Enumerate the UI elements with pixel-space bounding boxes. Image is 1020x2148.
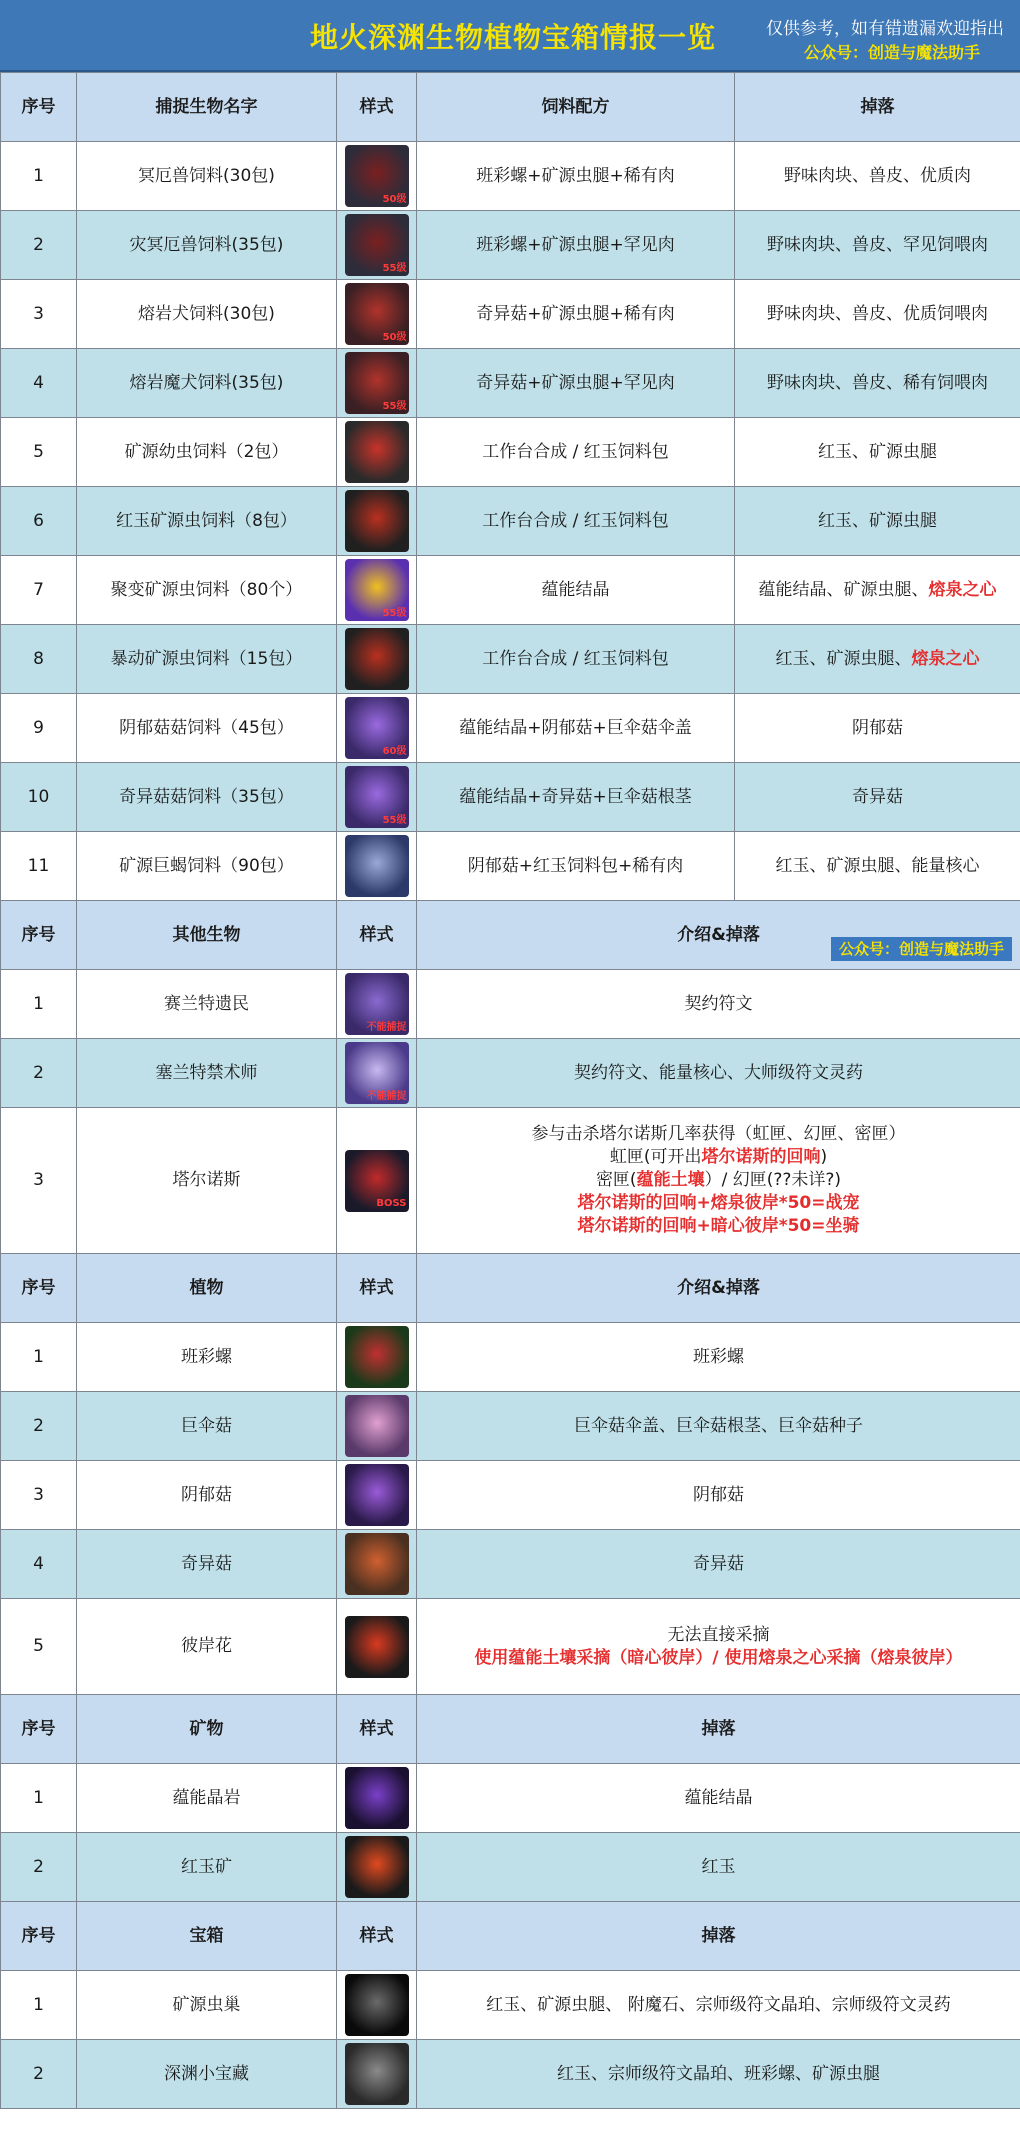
info-text: 无法直接采摘 [667,1624,770,1645]
info-cell: 奇异菇 [417,1530,1020,1599]
thumbnail-cell [337,1764,417,1833]
column-header: 样式 [337,73,417,142]
thumbnail-cell [337,211,417,280]
column-header: 掉落 [417,1902,1020,1971]
creature-name: 矿源幼虫饲料（2包） [77,418,337,487]
disclaimer-note: 仅供参考，如有错遗漏欢迎指出 [766,19,1004,39]
thumbnail-cell [337,1971,417,2040]
thumbnail-cell [337,1108,417,1254]
dog-icon [345,283,409,345]
feed-recipe: 班彩螺+矿源虫腿+罕见肉 [417,211,735,280]
mushroom-icon [345,697,409,759]
creature-name: 阴郁菇菇饲料（45包） [77,694,337,763]
info-line [417,1215,1020,1238]
banner [0,0,1020,72]
level-badge: 不能捕捉 [366,1021,407,1033]
account-label: 公众号：创造与魔法助手 [803,43,980,62]
column-header: 介绍&掉落 公众号：创造与魔法助手 [417,901,1020,970]
info-cell: 契约符文 [417,970,1020,1039]
thumbnail-cell [337,832,417,901]
feed-recipe: 班彩螺+矿源虫腿+稀有肉 [417,142,735,211]
info-text: 参与击杀塔尔诺斯几率获得（虹匣、幻匣、密匣） [531,1124,906,1145]
drop-text: 蕴能结晶、矿源虫腿、 [758,579,929,600]
row-number: 4 [1,349,77,418]
thumbnail-cell [337,625,417,694]
column-header: 序号 [1,73,77,142]
drop-cell: 红玉、矿源虫腿、能量核心 [735,832,1020,901]
row-number: 10 [1,763,77,832]
creatures-header-row [1,73,1020,142]
table-row [1,1833,1020,1902]
larva-icon [345,421,409,483]
column-header: 掉落 [735,73,1020,142]
creature-name: 熔岩魔犬饲料(35包) [77,349,337,418]
table-row [1,1764,1020,1833]
thumbnail-cell [337,2040,417,2109]
beast-icon [345,145,409,207]
thumbnail-cell [337,1530,417,1599]
row-number: 3 [1,1461,77,1530]
beast-icon [345,214,409,276]
creature-name: 塞兰特禁术师 [77,1039,337,1108]
level-badge: 55级 [382,814,407,826]
level-badge: 50级 [382,331,407,343]
column-header: 样式 [337,1695,417,1764]
table-row [1,1392,1020,1461]
thumbnail-cell [337,763,417,832]
snail-plant-icon [345,1326,409,1388]
table-row [1,142,1020,211]
creature-name: 奇异菇菇饲料（35包） [77,763,337,832]
info-cell: 蕴能结晶 [417,1764,1020,1833]
creature-name: 灾冥厄兽饲料(35包) [77,211,337,280]
plant-name: 班彩螺 [77,1323,337,1392]
row-number: 6 [1,487,77,556]
feed-recipe: 阴郁菇+红玉饲料包+稀有肉 [417,832,735,901]
level-badge: 55级 [382,262,407,274]
table-row [1,1039,1020,1108]
bug-icon [345,628,409,690]
feed-recipe: 蕴能结晶+阴郁菇+巨伞菇伞盖 [417,694,735,763]
thumbnail-cell [337,1323,417,1392]
info-cell [417,1599,1020,1695]
page-title: 地火深渊生物植物宝箱情报一览 [310,21,717,54]
row-number: 1 [1,1323,77,1392]
table-row [1,280,1020,349]
crystal-rock-icon [345,1767,409,1829]
plant-name: 阴郁菇 [77,1461,337,1530]
info-highlight: 塔尔诺斯的回响+熔泉彼岸*50=战宠 [577,1192,860,1213]
level-badge: 50级 [382,193,407,205]
level-badge: 55级 [382,607,407,619]
feed-recipe: 奇异菇+矿源虫腿+稀有肉 [417,280,735,349]
drop-cell: 阴郁菇 [735,694,1020,763]
bug-nest-icon [345,1974,409,2036]
thumbnail-cell [337,142,417,211]
info-cell: 红玉 [417,1833,1020,1902]
row-number: 11 [1,832,77,901]
creature-name: 红玉矿源虫饲料（8包） [77,487,337,556]
drop-cell: 野味肉块、兽皮、稀有饲喂肉 [735,349,1020,418]
thumbnail-cell [337,1392,417,1461]
row-number: 1 [1,1971,77,2040]
level-badge: 55级 [382,400,407,412]
row-number: 1 [1,142,77,211]
column-header: 掉落 [417,1695,1020,1764]
thumbnail-cell [337,1039,417,1108]
plant-name: 彼岸花 [77,1599,337,1695]
creature-name: 冥厄兽饲料(30包) [77,142,337,211]
info-text: ) [820,1147,828,1168]
row-number: 1 [1,1764,77,1833]
table-row [1,970,1020,1039]
drop-highlight: 熔泉之心 [928,579,997,600]
info-cell: 红玉、宗师级符文晶珀、班彩螺、矿源虫腿 [417,2040,1020,2109]
info-highlight: 塔尔诺斯的回响 [701,1147,821,1168]
row-number: 2 [1,211,77,280]
row-number: 2 [1,1392,77,1461]
drop-cell: 野味肉块、兽皮、优质饲喂肉 [735,280,1020,349]
row-number: 4 [1,1530,77,1599]
column-header: 饲料配方 [417,73,735,142]
row-number: 5 [1,1599,77,1695]
column-header: 矿物 [77,1695,337,1764]
info-text: ）/ 幻匣(??未详?) [704,1170,842,1191]
drop-cell: 野味肉块、兽皮、罕见饲喂肉 [735,211,1020,280]
row-number: 3 [1,1108,77,1254]
table-row [1,211,1020,280]
column-header: 宝箱 [77,1902,337,1971]
info-cell: 阴郁菇 [417,1461,1020,1530]
table-row [1,1599,1020,1695]
spider-lily-icon [345,1616,409,1678]
table-row [1,349,1020,418]
table-row [1,2040,1020,2109]
drop-text: 红玉、矿源虫腿、 [775,648,912,669]
creature-name: 赛兰特遗民 [77,970,337,1039]
creature-name: 熔岩犬饲料(30包) [77,280,337,349]
info-line [417,1647,1020,1670]
table-row [1,763,1020,832]
row-number: 1 [1,970,77,1039]
column-header: 样式 [337,901,417,970]
info-text: 虹匣(可开出 [609,1147,702,1168]
plant-name: 巨伞菇 [77,1392,337,1461]
thumbnail-cell [337,970,417,1039]
info-line [417,1146,1020,1169]
mage-icon [345,1042,409,1104]
chests-header-row [1,1902,1020,1971]
info-highlight: 塔尔诺斯的回响+暗心彼岸*50=坐骑 [577,1215,860,1236]
column-header: 序号 [1,901,77,970]
minerals-header-row [1,1695,1020,1764]
table-row [1,625,1020,694]
creature-name: 塔尔诺斯 [77,1108,337,1254]
ruby-ore-icon [345,1836,409,1898]
feed-recipe: 奇异菇+矿源虫腿+罕见肉 [417,349,735,418]
remnant-icon [345,973,409,1035]
level-badge: BOSS [376,1198,407,1209]
column-header: 序号 [1,1902,77,1971]
column-header: 介绍&掉落 [417,1254,1020,1323]
info-text: 密匣( [595,1170,637,1191]
thumbnail-cell [337,487,417,556]
info-line [417,1169,1020,1192]
drop-cell [735,556,1020,625]
odd-mushroom-icon [345,1533,409,1595]
thumbnail-cell [337,1599,417,1695]
dog-icon [345,352,409,414]
drop-cell: 红玉、矿源虫腿 [735,418,1020,487]
info-cell: 契约符文、能量核心、大师级符文灵药 [417,1039,1020,1108]
row-number: 9 [1,694,77,763]
boss-icon [345,1150,409,1212]
column-header: 样式 [337,1254,417,1323]
row-number: 2 [1,1833,77,1902]
column-header: 捕捉生物名字 [77,73,337,142]
mineral-name: 蕴能晶岩 [77,1764,337,1833]
table-row [1,418,1020,487]
creature-name: 聚变矿源虫饲料（80个） [77,556,337,625]
column-header: 样式 [337,1902,417,1971]
creature-name: 矿源巨蝎饲料（90包） [77,832,337,901]
treasure-chest-icon [345,2043,409,2105]
drop-cell [735,625,1020,694]
mineral-name: 红玉矿 [77,1833,337,1902]
row-number: 7 [1,556,77,625]
others-header-row [1,901,1020,970]
giant-mushroom-icon [345,1395,409,1457]
table-row [1,1971,1020,2040]
info-highlight: 使用蕴能土壤采摘（暗心彼岸）/ 使用熔泉之心采摘（熔泉彼岸） [474,1647,963,1668]
fusion-bug-icon [345,559,409,621]
drop-cell: 野味肉块、兽皮、优质肉 [735,142,1020,211]
feed-recipe: 工作台合成 / 红玉饲料包 [417,487,735,556]
feed-recipe: 蕴能结晶+奇异菇+巨伞菇根茎 [417,763,735,832]
info-cell: 红玉、矿源虫腿、 附魔石、宗师级符文晶珀、宗师级符文灵药 [417,1971,1020,2040]
level-badge: 不能捕捉 [366,1090,407,1102]
table-row [1,832,1020,901]
thumbnail-cell [337,1461,417,1530]
table-row [1,1323,1020,1392]
info-cell: 班彩螺 [417,1323,1020,1392]
thumbnail-cell [337,556,417,625]
row-number: 3 [1,280,77,349]
drop-cell: 奇异菇 [735,763,1020,832]
info-highlight: 蕴能土壤 [636,1170,705,1191]
info-cell [417,1108,1020,1254]
table-row [1,1461,1020,1530]
mushroom-icon [345,766,409,828]
table-row [1,1108,1020,1254]
scorpion-icon [345,835,409,897]
info-cell: 巨伞菇伞盖、巨伞菇根茎、巨伞菇种子 [417,1392,1020,1461]
info-line [417,1624,1020,1647]
info-table [0,72,1020,2109]
plant-name: 奇异菇 [77,1530,337,1599]
feed-recipe: 工作台合成 / 红玉饲料包 [417,625,735,694]
drop-highlight: 熔泉之心 [911,648,980,669]
row-number: 2 [1,2040,77,2109]
thumbnail-cell [337,280,417,349]
table-row [1,1530,1020,1599]
table-row [1,487,1020,556]
feed-recipe: 蕴能结晶 [417,556,735,625]
thumbnail-cell [337,418,417,487]
creature-name: 暴动矿源虫饲料（15包） [77,625,337,694]
level-badge: 60级 [382,745,407,757]
row-number: 8 [1,625,77,694]
feed-recipe: 工作台合成 / 红玉饲料包 [417,418,735,487]
chest-name: 矿源虫巢 [77,1971,337,2040]
info-line [417,1123,1020,1146]
thumbnail-cell [337,1833,417,1902]
bug-icon [345,490,409,552]
drop-cell: 红玉、矿源虫腿 [735,487,1020,556]
account-tag: 公众号：创造与魔法助手 [831,937,1012,961]
thumbnail-cell [337,694,417,763]
thumbnail-cell [337,349,417,418]
column-header: 植物 [77,1254,337,1323]
column-header: 序号 [1,1254,77,1323]
info-line [417,1192,1020,1215]
chest-name: 深渊小宝藏 [77,2040,337,2109]
plants-header-row [1,1254,1020,1323]
gloomy-mushroom-icon [345,1464,409,1526]
table-row [1,694,1020,763]
column-header: 其他生物 [77,901,337,970]
column-header: 序号 [1,1695,77,1764]
row-number: 2 [1,1039,77,1108]
table-row [1,556,1020,625]
row-number: 5 [1,418,77,487]
